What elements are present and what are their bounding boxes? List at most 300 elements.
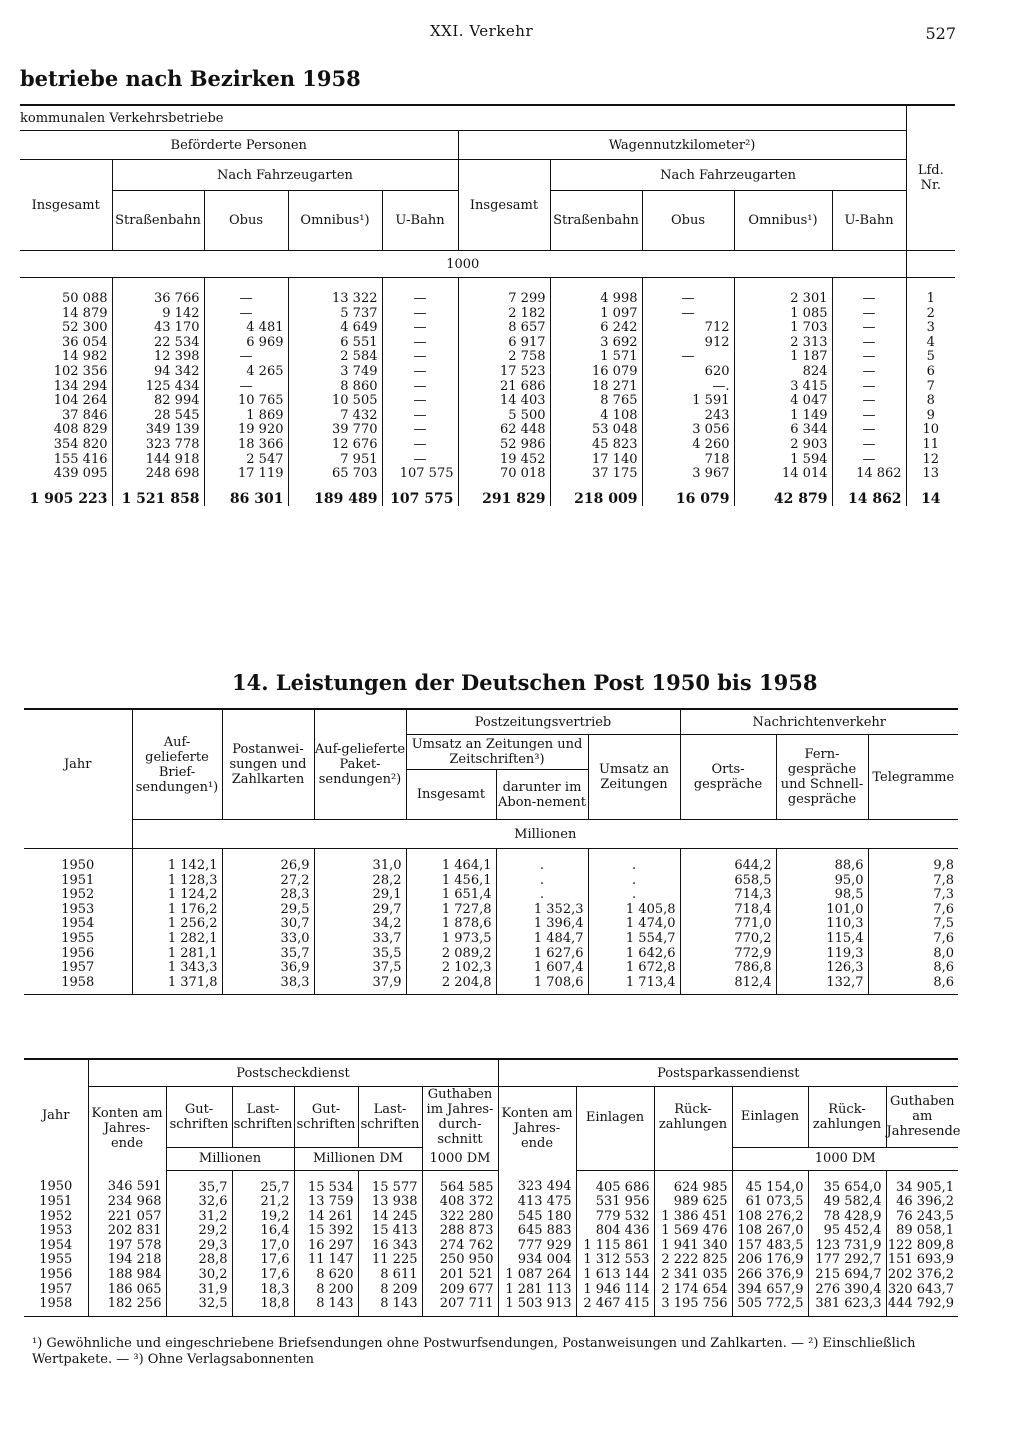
running-title: XXI. Verkehr	[430, 22, 534, 40]
table-cell: 276 390,4	[808, 1283, 886, 1298]
table1	[20, 104, 955, 506]
table-cell: —	[204, 307, 288, 322]
table-cell: —	[382, 453, 458, 468]
table-cell: 35,7	[222, 947, 314, 962]
table-cell: 912	[642, 336, 734, 351]
table-cell: 4	[906, 336, 955, 351]
table-cell: 37 175	[550, 467, 642, 482]
table-row	[20, 307, 955, 322]
table-cell: 346 591	[88, 1170, 166, 1195]
table-cell: 157 483,5	[732, 1239, 808, 1254]
table-row	[24, 1268, 958, 1283]
table-cell: —	[382, 278, 458, 307]
table-cell: 15 534	[294, 1170, 358, 1195]
table-cell: 1 124,2	[132, 888, 222, 903]
table-cell: 202 376,2	[887, 1267, 955, 1283]
table-row	[24, 1170, 958, 1195]
table-cell: 18,8	[232, 1297, 294, 1316]
table-cell: 35,5	[314, 947, 406, 962]
col-jahr: Jahr	[24, 709, 132, 820]
table-row	[24, 888, 958, 903]
table-cell: 1 281 113	[498, 1283, 576, 1298]
table-cell: 19 452	[458, 453, 550, 468]
table-cell: 772,9	[680, 947, 776, 962]
table-cell: 37 846	[20, 409, 112, 424]
table-cell: 243	[642, 409, 734, 424]
table-cell: 36 766	[112, 278, 204, 307]
table-cell: 52 986	[458, 438, 550, 453]
table-cell: —	[862, 393, 876, 409]
col-ubahn-1: U-Bahn	[382, 191, 458, 251]
table-cell: 5 737	[288, 307, 382, 322]
table-cell: 29,1	[314, 888, 406, 903]
table-cell: 1954	[24, 917, 132, 932]
table-cell: —	[862, 334, 876, 350]
table-cell: 119,3	[776, 947, 868, 962]
table-cell: 33,7	[314, 932, 406, 947]
table-cell: 1951	[24, 874, 132, 889]
table-cell: 1 149	[734, 409, 832, 424]
table-cell: 1 176,2	[132, 903, 222, 918]
table-row	[20, 365, 955, 380]
col-lfd-nr: Lfd. Nr.	[906, 105, 955, 251]
table-cell: 188 984	[88, 1268, 166, 1283]
table-cell: 1 571	[550, 350, 642, 365]
table-cell: 5 500	[458, 409, 550, 424]
table-cell: 7,6	[933, 930, 955, 946]
table-cell: 12	[906, 453, 955, 468]
col-postanweisungen: Postanwei-sungen und Zahlkarten	[222, 709, 314, 820]
table-cell: 8,0	[933, 945, 955, 961]
table-cell: 1 708,6	[496, 976, 588, 995]
table-cell: 35,7	[166, 1170, 232, 1195]
table-cell: —	[862, 422, 876, 438]
table-cell: 4 649	[288, 321, 382, 336]
unit-millionen-dm: Millionen DM	[294, 1147, 422, 1170]
table-cell: 8 860	[288, 380, 382, 395]
col-gutschriften-1: Gut-schriften	[166, 1087, 232, 1148]
table-cell: 19 920	[204, 423, 288, 438]
table-cell: 1 569 476	[654, 1224, 732, 1239]
table-cell: 14 245	[358, 1210, 422, 1225]
table-cell: 1 464,1	[406, 849, 496, 874]
table-cell: 132,7	[776, 976, 868, 995]
table-cell: 28,2	[314, 874, 406, 889]
table-cell: 1 352,3	[496, 903, 588, 918]
table-cell: 46 396,2	[896, 1194, 955, 1210]
table-cell: 7 299	[458, 278, 550, 307]
table-row	[20, 336, 955, 351]
table-cell: 1952	[24, 888, 132, 903]
table-cell: 209 677	[422, 1283, 498, 1298]
table-cell: 182 256	[88, 1297, 166, 1316]
footnote: ¹) Gewöhnliche und eingeschriebene Briefsendungen ohne Postwurfsendungen, Postanweisungen und Zahlkarten. — ²) Einschließlich Wertpakete. — ³) Ohne Verlagsabonnenten	[32, 1336, 916, 1367]
table-cell: 4 265	[204, 365, 288, 380]
col-insgesamt-km: Insgesamt	[458, 160, 550, 251]
table-cell: 30,7	[222, 917, 314, 932]
table-cell: 1 474,0	[588, 917, 680, 932]
table-cell: 4 108	[550, 409, 642, 424]
table-row	[24, 1239, 958, 1254]
table-row	[24, 849, 958, 874]
table-cell: 3 967	[642, 467, 734, 482]
table-cell: 125 434	[112, 380, 204, 395]
table-row	[20, 423, 955, 438]
table-cell: 712	[642, 321, 734, 336]
table-cell: 1 085	[734, 307, 832, 322]
table-cell: 1 503 913	[498, 1297, 576, 1316]
table-cell: —	[642, 350, 734, 365]
table-row	[24, 976, 958, 995]
table-cell: 2	[906, 307, 955, 322]
table-cell: 545 180	[498, 1210, 576, 1225]
table-cell: 107 575	[382, 467, 458, 482]
table-cell: 15 392	[294, 1224, 358, 1239]
table-cell: 1 869	[204, 409, 288, 424]
table-cell: 86 301	[204, 482, 288, 507]
col-gutschriften-2: Gut-schriften	[294, 1087, 358, 1148]
table-cell: 2 758	[458, 350, 550, 365]
table-cell: 349 139	[112, 423, 204, 438]
table-cell: 7	[906, 380, 955, 395]
table-cell: 1 973,5	[406, 932, 496, 947]
table-cell: 2 222 825	[654, 1253, 732, 1268]
table-cell: .	[588, 874, 680, 889]
table-cell: 28,3	[222, 888, 314, 903]
table-cell: 1 941 340	[654, 1239, 732, 1254]
table-cell: 29,3	[166, 1239, 232, 1254]
table-cell: 3 749	[288, 365, 382, 380]
col-briefsendungen: Auf-gelieferte Brief-sendungen¹)	[132, 709, 222, 820]
sub-umsatz-zeitungen-zeitschriften: Umsatz an Zeitungen und Zeitschriften³)	[406, 735, 588, 770]
table-cell: 16 297	[294, 1239, 358, 1254]
table-cell: .	[588, 888, 680, 903]
table-cell: —	[862, 363, 876, 379]
table-cell: 7 951	[288, 453, 382, 468]
table-cell: 234 968	[88, 1195, 166, 1210]
table-cell: 207 711	[422, 1297, 498, 1316]
table-cell: 201 521	[422, 1268, 498, 1283]
table-cell: 16 079	[550, 365, 642, 380]
table-row	[24, 1253, 958, 1268]
table-cell: 42 879	[734, 482, 832, 507]
table2	[24, 708, 958, 995]
table-cell: 18,3	[232, 1283, 294, 1298]
table-cell: 38,3	[222, 976, 314, 995]
subgroup-fahrzeugarten-1: Nach Fahrzeugarten	[112, 160, 458, 191]
table-cell: 2 102,3	[406, 961, 496, 976]
table-cell: 25,7	[232, 1170, 294, 1195]
table-cell: 1956	[24, 947, 132, 962]
table-cell: 3 692	[550, 336, 642, 351]
table-cell: 6 344	[734, 423, 832, 438]
table-cell: 13 759	[294, 1195, 358, 1210]
table-cell: 12 398	[112, 350, 204, 365]
table-cell: 6 969	[204, 336, 288, 351]
table-cell: 39 770	[288, 423, 382, 438]
table-cell: —	[382, 336, 458, 351]
table-cell: 1 672,8	[588, 961, 680, 976]
table-cell: 197 578	[88, 1239, 166, 1254]
table-cell: 88,6	[776, 849, 868, 874]
table-cell: 18 366	[204, 438, 288, 453]
table-cell: 1 613 144	[576, 1268, 654, 1283]
table-cell: 8 765	[550, 394, 642, 409]
table-cell: 10	[906, 423, 955, 438]
table-cell: 8 611	[358, 1268, 422, 1283]
col-ubahn-2: U-Bahn	[844, 213, 894, 228]
col-paketsendungen: Auf-gelieferte Paket-sendungen²)	[314, 709, 406, 820]
table-cell: 408 372	[422, 1195, 498, 1210]
table-cell: —	[862, 320, 876, 336]
table-cell: —	[382, 365, 458, 380]
table-cell: 1955	[24, 1253, 88, 1268]
col-umsatz-zeitungen: Umsatz an Zeitungen	[588, 735, 680, 820]
table-cell: 408 829	[20, 423, 112, 438]
col-guthaben-durchschnitt: Guthaben im Jahres-durch-schnitt	[422, 1087, 498, 1148]
table-row	[24, 932, 958, 947]
table-cell: 189 489	[288, 482, 382, 507]
table-cell: 53 048	[550, 423, 642, 438]
table-cell: 2 584	[288, 350, 382, 365]
table-cell: 2 903	[734, 438, 832, 453]
table-cell: 108 276,2	[732, 1210, 808, 1225]
table-cell: —	[204, 380, 288, 395]
table-cell: 11	[906, 438, 955, 453]
table-cell: 248 698	[112, 467, 204, 482]
table-cell: 1953	[24, 903, 132, 918]
table-cell: 29,7	[314, 903, 406, 918]
table-cell: 32,5	[166, 1297, 232, 1316]
table-cell: 291 829	[458, 482, 550, 507]
table-cell: 8 143	[358, 1297, 422, 1316]
table-cell: 1950	[24, 1170, 88, 1195]
table-cell: —	[382, 438, 458, 453]
table-cell: 1 484,7	[496, 932, 588, 947]
table-cell: 1 282,1	[132, 932, 222, 947]
table-cell: .	[496, 874, 588, 889]
table-cell: 1 905 223	[20, 482, 112, 507]
table-cell: 381 623,3	[808, 1297, 886, 1316]
col-telegramme: Telegramme	[872, 769, 955, 785]
table-cell: 1 642,6	[588, 947, 680, 962]
table-cell: 14 261	[294, 1210, 358, 1225]
table-cell: 250 950	[422, 1253, 498, 1268]
unit-1000dm-guthaben: 1000 DM	[422, 1147, 498, 1170]
table-cell: 35 654,0	[808, 1170, 886, 1195]
table-cell: 323 494	[498, 1170, 576, 1195]
col-rueckzahlungen-1: Rück-zahlungen	[654, 1087, 732, 1148]
col-pzv-abonnement: darunter im Abon-nement	[496, 770, 588, 820]
table-cell: 15 577	[358, 1170, 422, 1195]
table1-subtitle: kommunalen Verkehrsbetriebe	[20, 105, 906, 131]
col-jahr-3: Jahr	[24, 1059, 88, 1170]
col-omnibus-1: Omnibus¹)	[288, 191, 382, 251]
table-cell: 2 204,8	[406, 976, 496, 995]
table-cell: 14 982	[20, 350, 112, 365]
table-cell: 155 416	[20, 453, 112, 468]
table-cell: 1 591	[642, 394, 734, 409]
table-cell: 11 225	[358, 1253, 422, 1268]
table-cell: 36 054	[20, 336, 112, 351]
table-cell: 29,5	[222, 903, 314, 918]
table-cell: 1 097	[550, 307, 642, 322]
col-omnibus-2: Omnibus¹)	[734, 191, 832, 251]
table-cell: 771,0	[680, 917, 776, 932]
table-cell: 7,3	[933, 887, 955, 903]
table-cell: 29,2	[166, 1224, 232, 1239]
table-cell: 1 713,4	[588, 976, 680, 995]
table-cell: 8 200	[294, 1283, 358, 1298]
table-cell: —	[382, 423, 458, 438]
table-cell: 2 547	[204, 453, 288, 468]
table-cell: 1 281,1	[132, 947, 222, 962]
table-cell: 3 056	[642, 423, 734, 438]
table-row	[24, 947, 958, 962]
table-cell: 49 582,4	[808, 1195, 886, 1210]
table-cell: 2 313	[734, 336, 832, 351]
table-cell: 61 073,5	[732, 1195, 808, 1210]
table-cell: 10 505	[288, 394, 382, 409]
table-cell: 94 342	[112, 365, 204, 380]
table-cell: 37,9	[314, 976, 406, 995]
table-cell: 215 694,7	[808, 1268, 886, 1283]
table-cell: —	[862, 451, 876, 467]
group-postzeitungsvertrieb: Postzeitungsvertrieb	[406, 709, 680, 735]
table-cell: 2 089,2	[406, 947, 496, 962]
table-cell: 266 376,9	[732, 1268, 808, 1283]
table-cell: 644,2	[680, 849, 776, 874]
table-cell: 1 371,8	[132, 976, 222, 995]
table-cell: 1 312 553	[576, 1253, 654, 1268]
table-cell: 824	[734, 365, 832, 380]
table-cell: 45 823	[550, 438, 642, 453]
table-cell: 62 448	[458, 423, 550, 438]
table1-title: betriebe nach Bezirken 1958	[20, 66, 361, 91]
table-cell: 17 140	[550, 453, 642, 468]
table-row	[24, 1195, 958, 1210]
table-cell: 505 772,5	[732, 1297, 808, 1316]
table-cell: 14	[906, 482, 955, 507]
table-cell: 3 415	[734, 380, 832, 395]
table-cell: —	[382, 380, 458, 395]
table-cell: 405 686	[576, 1170, 654, 1195]
table-row	[20, 467, 955, 482]
table-cell: 31,2	[166, 1210, 232, 1225]
table-row	[24, 1210, 958, 1225]
table-cell: 1 594	[734, 453, 832, 468]
table-row	[20, 278, 955, 307]
table-cell: —	[862, 291, 876, 306]
table-cell: 1 607,4	[496, 961, 588, 976]
table-cell: 14 014	[734, 467, 832, 482]
group-postscheckdienst: Postscheckdienst	[88, 1059, 498, 1087]
table-cell: 177 292,7	[808, 1253, 886, 1268]
table-cell: 5	[906, 350, 955, 365]
table-cell: 1958	[24, 976, 132, 995]
table-cell: 444 792,9	[886, 1297, 958, 1316]
table-cell: 1 405,8	[588, 903, 680, 918]
table-cell: 14 862	[856, 466, 902, 482]
table-cell: 4 998	[550, 278, 642, 307]
table-cell: 33,0	[222, 932, 314, 947]
table-cell: 8 657	[458, 321, 550, 336]
table-cell: 1 142,1	[132, 849, 222, 874]
table-cell: 17,0	[232, 1239, 294, 1254]
table-cell: 16,4	[232, 1224, 294, 1239]
table-cell: 206 176,9	[732, 1253, 808, 1268]
table-cell: 714,3	[680, 888, 776, 903]
table-cell: —	[642, 307, 734, 322]
table-cell: 2 182	[458, 307, 550, 322]
table-cell: 122 809,8	[887, 1237, 955, 1253]
table-cell: 718	[642, 453, 734, 468]
table-cell: 6 917	[458, 336, 550, 351]
table-cell: 1 115 861	[576, 1239, 654, 1254]
table-cell: 3 195 756	[654, 1297, 732, 1316]
table-cell: 8,6	[933, 960, 955, 976]
table-cell: 394 657,9	[732, 1283, 808, 1298]
table-cell: 1 727,8	[406, 903, 496, 918]
table-cell: 8 143	[294, 1297, 358, 1316]
table-cell: 8 209	[358, 1283, 422, 1298]
table-cell: 1 878,6	[406, 917, 496, 932]
table-cell: —	[862, 378, 876, 394]
table-cell: 934 004	[498, 1253, 576, 1268]
table-cell: 34,2	[314, 917, 406, 932]
table-cell: 6	[906, 365, 955, 380]
table-cell: 186 065	[88, 1283, 166, 1298]
table-row	[24, 874, 958, 889]
table-cell: —	[204, 278, 288, 307]
table-cell: 1 627,6	[496, 947, 588, 962]
table-cell: 16 079	[642, 482, 734, 507]
table-cell: 1951	[24, 1195, 88, 1210]
table-row	[20, 350, 955, 365]
table-cell: 9	[906, 409, 955, 424]
table-row	[20, 380, 955, 395]
group-nachrichtenverkehr: Nachrichtenverkehr	[680, 709, 958, 735]
table-cell: 82 994	[112, 394, 204, 409]
table-cell: 14 862	[847, 490, 902, 507]
table-cell: 12 676	[288, 438, 382, 453]
table-cell: 8 620	[294, 1268, 358, 1283]
table-cell: 50 088	[20, 278, 112, 307]
table-cell: 2 467 415	[576, 1297, 654, 1316]
table-cell: 777 929	[498, 1239, 576, 1254]
table3	[24, 1058, 961, 1317]
table-cell: 1954	[24, 1239, 88, 1254]
subgroup-fahrzeugarten-2: Nach Fahrzeugarten	[550, 160, 906, 191]
table-row	[20, 438, 955, 453]
table-cell: 786,8	[680, 961, 776, 976]
table-cell: 322 280	[422, 1210, 498, 1225]
table-cell: 89 058,1	[896, 1223, 955, 1239]
table-cell: —	[642, 278, 734, 307]
table-cell: 28 545	[112, 409, 204, 424]
table-cell: 221 057	[88, 1210, 166, 1225]
table-row	[24, 1297, 958, 1316]
table-cell: 1957	[24, 1283, 88, 1298]
table-cell: 18 271	[550, 380, 642, 395]
table-cell: 45 154,0	[732, 1170, 808, 1195]
table-cell: 1 386 451	[654, 1210, 732, 1225]
table-cell: 7,6	[933, 901, 955, 917]
table-cell: 194 218	[88, 1253, 166, 1268]
table-cell: 15 413	[358, 1224, 422, 1239]
table-cell: 1950	[24, 849, 132, 874]
table-cell: —	[382, 307, 458, 322]
